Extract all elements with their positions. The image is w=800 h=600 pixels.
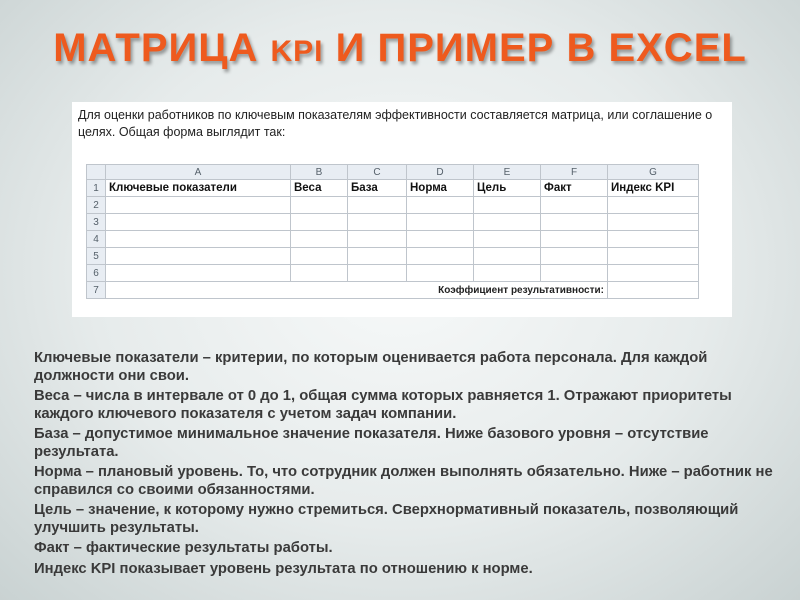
table-cell xyxy=(106,197,291,214)
header-cell: Цель xyxy=(474,180,541,197)
table-cell xyxy=(407,197,474,214)
table-cell xyxy=(407,231,474,248)
kpi-matrix-table xyxy=(86,164,699,299)
header-cell: Норма xyxy=(407,180,474,197)
table-cell xyxy=(106,248,291,265)
table-cell xyxy=(106,265,291,282)
table-cell xyxy=(291,214,348,231)
col-letter: B xyxy=(291,165,348,180)
table-cell xyxy=(608,265,699,282)
table-cell xyxy=(541,214,608,231)
header-cell: Веса xyxy=(291,180,348,197)
table-cell xyxy=(541,265,608,282)
table-cell xyxy=(608,231,699,248)
definitions-list xyxy=(34,350,784,581)
table-cell xyxy=(106,231,291,248)
table-cell xyxy=(106,214,291,231)
col-letter: E xyxy=(474,165,541,180)
row-number: 6 xyxy=(87,265,106,282)
col-letter: C xyxy=(348,165,407,180)
title-part2: И ПРИМЕР В EXCEL xyxy=(323,26,747,70)
table-cell xyxy=(541,197,608,214)
slide-title xyxy=(0,18,800,108)
table-cell xyxy=(291,231,348,248)
table-cell xyxy=(407,214,474,231)
row-number: 7 xyxy=(87,282,106,299)
row-number: 3 xyxy=(87,214,106,231)
table-row xyxy=(87,197,699,214)
row-number: 1 xyxy=(87,180,106,197)
table-cell xyxy=(348,231,407,248)
table-row xyxy=(87,214,699,231)
table-cell xyxy=(348,214,407,231)
header-cell: Факт xyxy=(541,180,608,197)
table-cell xyxy=(474,214,541,231)
table-cell xyxy=(608,197,699,214)
table-cell xyxy=(541,248,608,265)
table-cell xyxy=(407,265,474,282)
screenshot-intro-text: Для оценки работников по ключевым показателям эффективности составляется матрица, или соглашение о целях. Общая форма выглядит так: xyxy=(78,108,713,139)
table-cell xyxy=(348,248,407,265)
coefficient-label: Коэффициент результативности: xyxy=(106,282,608,299)
header-cell: База xyxy=(348,180,407,197)
row-number: 5 xyxy=(87,248,106,265)
table-cell xyxy=(474,231,541,248)
header-cell: Ключевые показатели xyxy=(106,180,291,197)
col-letter: D xyxy=(407,165,474,180)
table-row xyxy=(87,248,699,265)
table-cell xyxy=(291,265,348,282)
row-number: 4 xyxy=(87,231,106,248)
table-cell xyxy=(348,197,407,214)
table-row xyxy=(87,231,699,248)
table-cell xyxy=(474,248,541,265)
table-cell xyxy=(348,265,407,282)
sheet-corner xyxy=(87,165,106,180)
header-cell: Индекс KPI xyxy=(608,180,699,197)
definition-item: Норма – плановый уровень. То, что сотрудник должен выполнять обязательно. Ниже – работник не справился со своими обязанностями. xyxy=(34,464,773,498)
table-row xyxy=(87,282,699,299)
table-cell xyxy=(474,197,541,214)
table-cell xyxy=(474,265,541,282)
title-kpi: KPI xyxy=(270,35,324,68)
table-cell xyxy=(608,214,699,231)
column-letters-row xyxy=(87,165,699,180)
col-letter: F xyxy=(541,165,608,180)
table-cell xyxy=(291,248,348,265)
title-part1: МАТРИЦА xyxy=(53,26,271,70)
col-letter: G xyxy=(608,165,699,180)
definition-item: Ключевые показатели – критерии, по которым оценивается работа персонала. Для каждой должности они свои. xyxy=(34,350,708,384)
coefficient-value-cell xyxy=(608,282,699,299)
table-cell xyxy=(541,231,608,248)
definition-item: Индекс KPI показывает уровень результата по отношению к норме. xyxy=(34,560,533,577)
table-cell xyxy=(291,197,348,214)
definition-item: Веса – числа в интервале от 0 до 1, общая сумма которых равняется 1. Отражают приоритеты каждого ключевого показателя с учетом задач компании. xyxy=(34,388,732,422)
excel-screenshot xyxy=(72,102,732,317)
row-number: 2 xyxy=(87,197,106,214)
definition-item: Факт – фактические результаты работы. xyxy=(34,540,333,556)
col-letter: A xyxy=(106,165,291,180)
table-cell xyxy=(608,248,699,265)
definition-item: Цель – значение, к которому нужно стремиться. Сверхнормативный показатель, позволяющий улучшить результаты. xyxy=(34,502,739,536)
table-row xyxy=(87,265,699,282)
definition-item: База – допустимое минимальное значение показателя. Ниже базового уровня – отсутствие результата. xyxy=(34,426,709,460)
table-cell xyxy=(407,248,474,265)
table-row xyxy=(87,180,699,197)
